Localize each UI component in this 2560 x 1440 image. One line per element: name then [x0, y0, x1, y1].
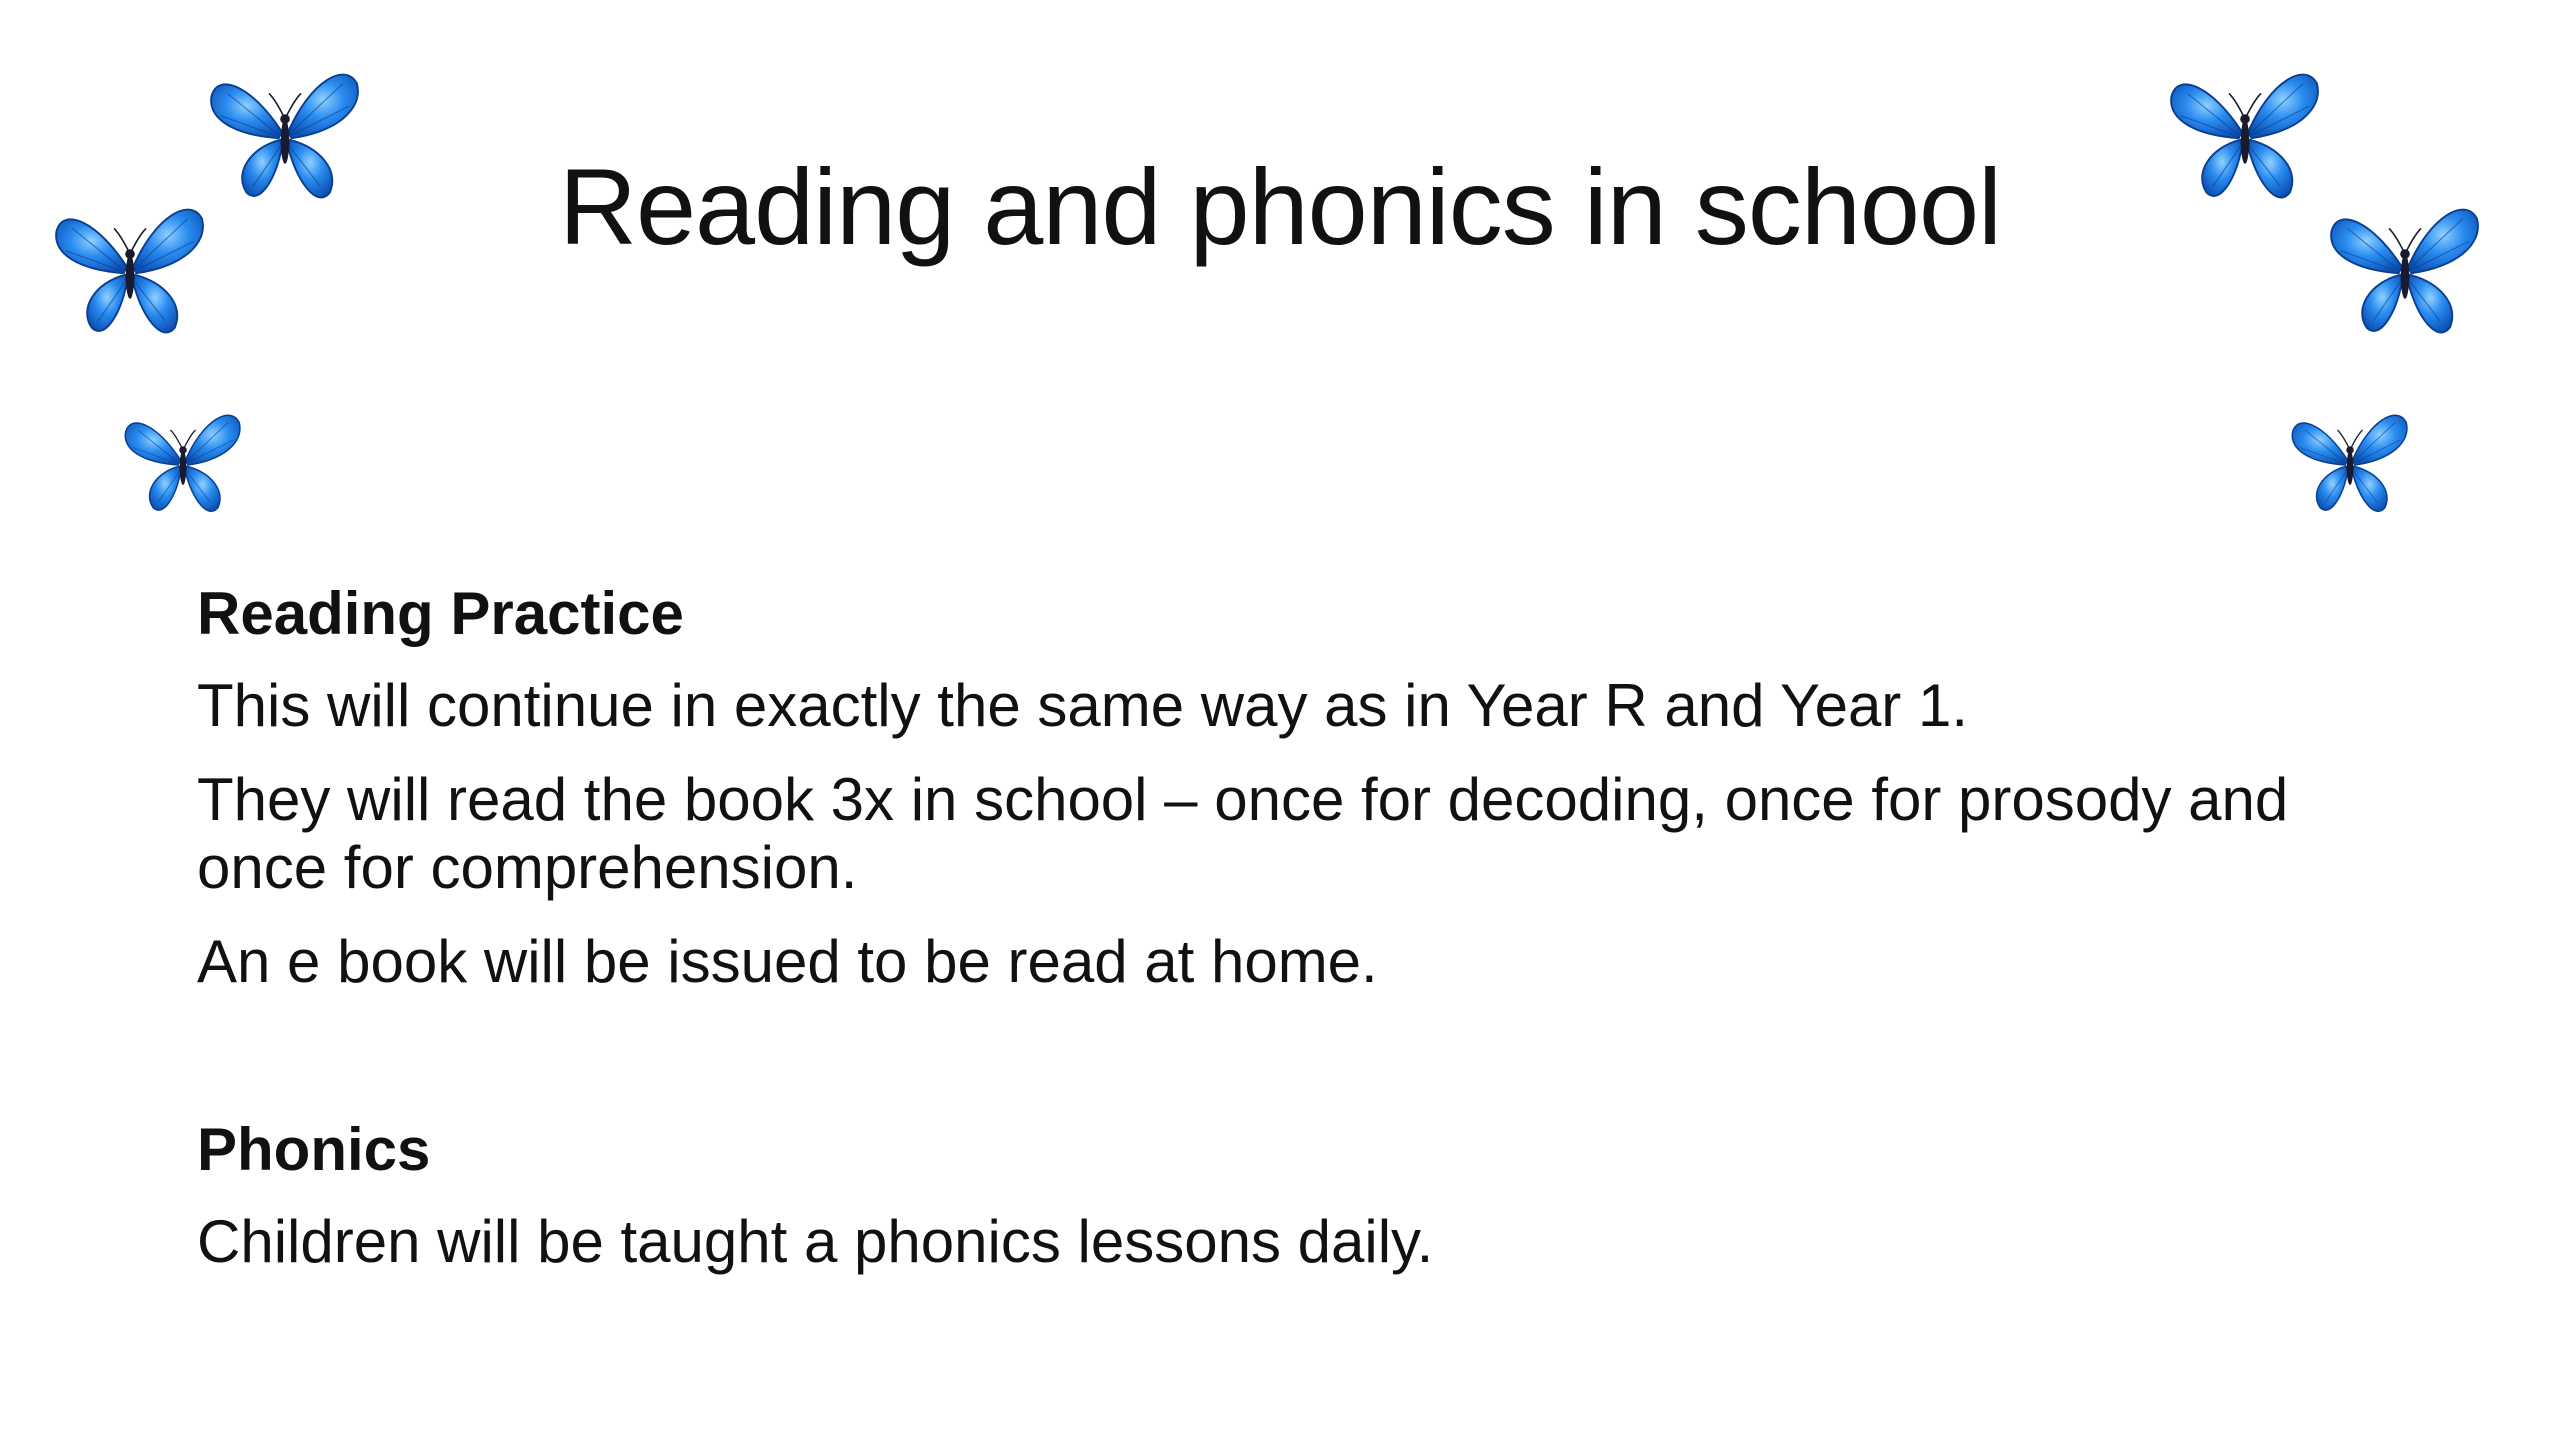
- butterfly-icon: [200, 55, 370, 215]
- phonics-section: [197, 1114, 2397, 1276]
- paragraph: This will continue in exactly the same way as in Year R and Year 1.: [197, 672, 1968, 739]
- butterfly-icon: [2320, 190, 2490, 350]
- paragraph: They will read the book 3x in school – once for decoding, once for prosody and once for comprehension.: [197, 766, 2289, 901]
- butterfly-icon: [118, 400, 248, 525]
- section-heading: Reading Practice: [197, 580, 684, 647]
- slide-body: [197, 578, 2397, 1302]
- paragraph: An e book will be issued to be read at home.: [197, 928, 1378, 995]
- slide-title: Reading and phonics in school: [558, 146, 2002, 267]
- section-heading: Phonics: [197, 1116, 431, 1183]
- reading-practice-section: [197, 578, 2397, 996]
- paragraph: Children will be taught a phonics lessons daily.: [197, 1208, 1434, 1275]
- butterfly-icon: [2160, 55, 2330, 215]
- butterfly-icon: [2285, 400, 2415, 525]
- butterfly-icon: [45, 190, 215, 350]
